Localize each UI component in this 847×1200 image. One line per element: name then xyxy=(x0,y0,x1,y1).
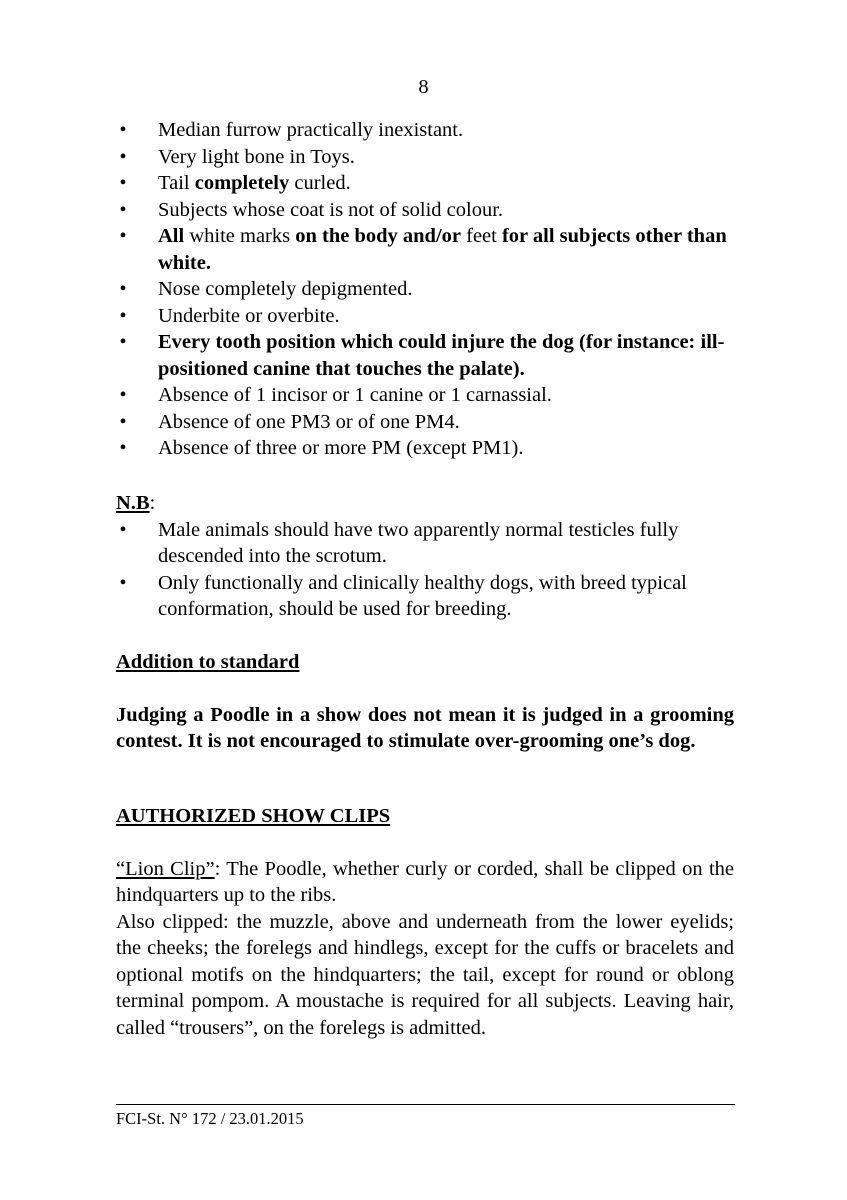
addition-heading-label: Addition to standard xyxy=(116,651,300,673)
fault-text-segment: curled. xyxy=(289,172,351,194)
bullet-icon: • xyxy=(119,172,127,194)
clips-heading-label: AUTHORIZED SHOW CLIPS xyxy=(116,805,391,827)
nb-item-text: Male animals should have two apparently normal testicles fully descended into the scrotum. xyxy=(158,518,679,567)
clips-section xyxy=(116,803,734,1041)
fault-text-segment: on the body and/or xyxy=(295,225,461,247)
bullet-icon: • xyxy=(119,119,127,141)
faults-section xyxy=(116,117,734,462)
list-item xyxy=(116,382,734,409)
bullet-icon: • xyxy=(119,278,127,300)
fault-text-segment: Median furrow practically inexistant. xyxy=(158,119,464,141)
faults-list xyxy=(116,117,734,462)
fault-text-segment: Absence of 1 incisor or 1 canine or 1 carnassial. xyxy=(158,384,552,406)
nb-heading-colon: : xyxy=(149,492,156,514)
list-item xyxy=(116,517,734,570)
fault-text-segment: Nose completely depigmented. xyxy=(158,278,413,300)
addition-section xyxy=(116,649,734,755)
clips-heading xyxy=(116,803,734,830)
fault-text-segment: Absence of one PM3 or of one PM4. xyxy=(158,410,460,433)
bullet-icon: • xyxy=(119,518,127,541)
bullet-icon: • xyxy=(119,410,127,433)
lion-clip-label: “Lion Clip” xyxy=(116,857,215,880)
lion-clip-paragraph xyxy=(116,856,734,909)
bullet-icon: • xyxy=(119,225,127,247)
fault-text-segment: feet xyxy=(461,225,502,247)
fault-text-segment: Absence of three or more PM (except PM1). xyxy=(158,437,524,459)
fault-text-segment: Tail xyxy=(158,172,195,194)
fault-text-segment: for all subjects other than white. xyxy=(158,225,727,274)
bullet-icon: • xyxy=(119,331,127,353)
lion-clip-text: : The Poodle, whether curly or corded, shall be clipped on the hindquarters up to the ribs. xyxy=(116,857,735,906)
fault-text-segment: Every tooth position which could injure the dog (for instance: ill-positioned canine that touches the palate). xyxy=(158,331,725,380)
list-item xyxy=(116,223,734,276)
fault-text-segment: Underbite or overbite. xyxy=(158,304,340,327)
fault-text-segment: white marks xyxy=(184,225,296,247)
nb-section xyxy=(116,490,734,623)
fault-text-segment: completely xyxy=(194,172,290,194)
footer-citation: FCI-St. N° 172 / 23.01.2015 xyxy=(116,1109,304,1128)
list-item xyxy=(116,329,734,382)
list-item xyxy=(116,276,734,303)
nb-heading-label: N.B xyxy=(116,492,150,514)
fault-text-segment: Subjects whose coat is not of solid colour. xyxy=(158,198,504,221)
list-item xyxy=(116,303,734,330)
nb-item-text: Only functionally and clinically healthy dogs, with breed typical conformation, should be used for breeding. xyxy=(158,571,687,620)
bullet-icon: • xyxy=(119,198,127,221)
bullet-icon: • xyxy=(119,145,127,168)
also-clipped-paragraph: Also clipped: the muzzle, above and underneath from the lower eyelids; the cheeks; the forelegs and hindlegs, except for the cuffs or bracelets and optional motifs on the hindquarters; the tail, except for round or oblong terminal pompom. A moustache is required for all subjects. Leaving hair, called “trousers”, on the forelegs is admitted. xyxy=(116,910,734,1039)
page-number: 8 xyxy=(418,76,429,98)
list-item xyxy=(116,570,734,623)
list-item xyxy=(116,144,734,171)
bullet-icon: • xyxy=(119,571,127,594)
bullet-icon: • xyxy=(119,384,127,406)
fault-text-segment: All xyxy=(158,225,185,247)
addition-heading xyxy=(116,649,734,676)
footer-divider xyxy=(116,1104,735,1105)
list-item xyxy=(116,170,734,197)
nb-heading xyxy=(116,490,734,517)
bullet-icon: • xyxy=(119,304,127,327)
nb-list xyxy=(116,517,734,623)
addition-text: Judging a Poodle in a show does not mean it is judged in a grooming contest. It is not encouraged to stimulate over-grooming one’s dog. xyxy=(116,703,734,752)
bullet-icon: • xyxy=(119,437,127,459)
list-item xyxy=(116,409,734,436)
fault-text-segment: Very light bone in Toys. xyxy=(158,145,355,168)
list-item xyxy=(116,435,734,462)
list-item xyxy=(116,117,734,144)
list-item xyxy=(116,197,734,224)
